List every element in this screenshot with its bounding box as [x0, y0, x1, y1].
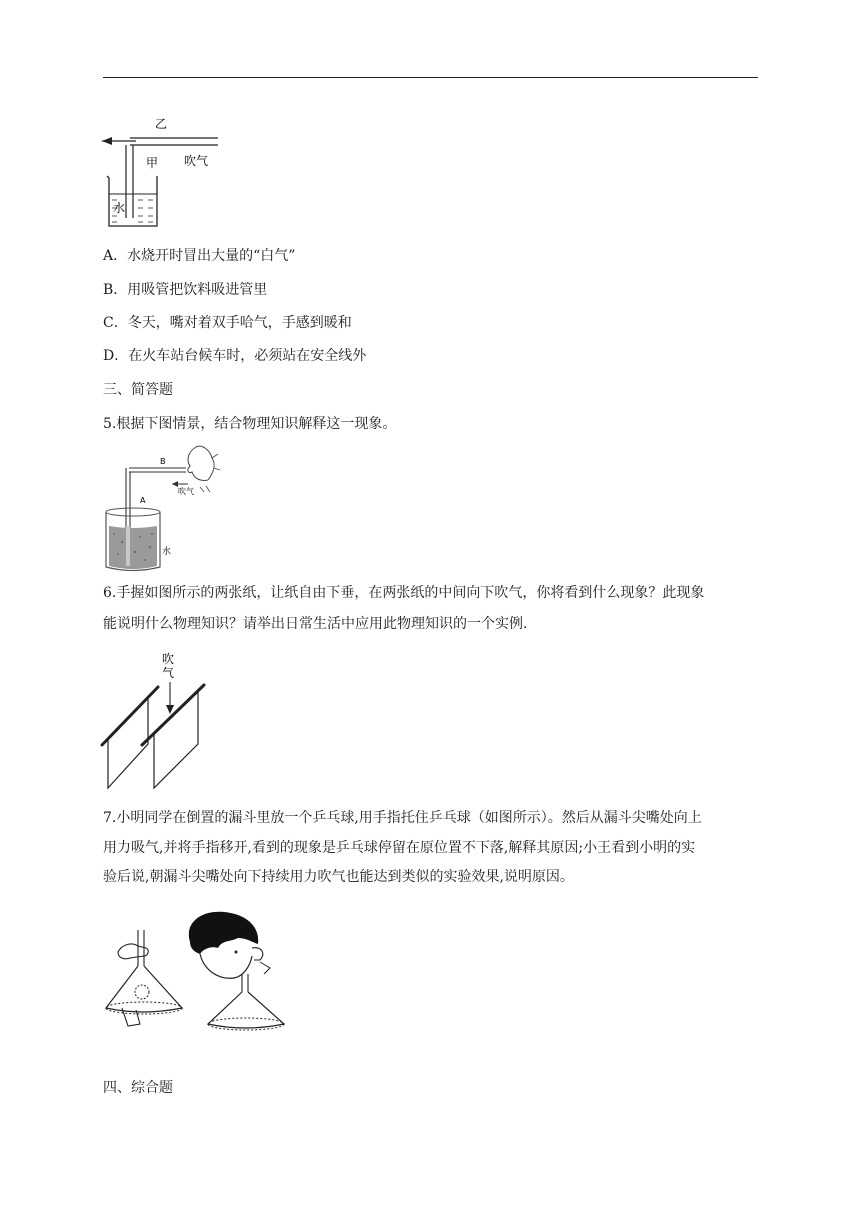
- label-a: A: [140, 496, 146, 505]
- question-7-line-3: 验后说,朝漏斗尖嘴处向下持续用力吹气也能达到类似的实验效果,说明原因。: [103, 869, 574, 885]
- label-blow-2: 气: [162, 666, 175, 680]
- label-b: B: [160, 457, 166, 466]
- label-jia: 甲: [146, 156, 159, 170]
- question-7-line-1: 7.小明同学在倒置的漏斗里放一个乒乓球,用手指托住乒乓球（如图所示）。然后从漏斗尖嘴处向上: [103, 810, 702, 826]
- question-6-line-2: 能说明什么物理知识？请举出日常生活中应用此物理知识的一个实例.: [103, 616, 528, 632]
- question-5-text: 5.根据下图情景，结合物理知识解释这一现象。: [103, 416, 397, 432]
- option-c: C．冬天，嘴对着双手哈气，手感到暖和: [103, 315, 352, 331]
- question-7-line-2: 用力吸气,并将手指移开,看到的现象是乒乓球停留在原位置不下落,解释其原因;小王看到小明的实: [103, 840, 696, 856]
- section-heading-comprehensive: 四、综合题: [103, 1080, 173, 1096]
- figure-tubes-beaker: [100, 112, 225, 232]
- option-d: D．在火车站台候车时，必须站在安全线外: [103, 348, 367, 364]
- question-6-line-1: 6.手握如图所示的两张纸，让纸自由下垂，在两张纸的中间向下吹气，你将看到什么现象？此现象: [103, 585, 705, 601]
- option-a: A．水烧开时冒出大量的“白气”: [103, 248, 296, 264]
- label-water: 水: [113, 201, 126, 215]
- header-rule: [103, 77, 758, 78]
- label-blow-1: 吹: [162, 652, 175, 666]
- option-b: B．用吸管把饮料吸进管里: [103, 282, 268, 298]
- label-water: 水: [162, 547, 172, 557]
- label-blow: 吹气: [178, 487, 194, 496]
- figure-q5-blowing: [100, 442, 230, 576]
- label-blow: 吹气: [184, 154, 209, 168]
- label-yi: 乙: [155, 117, 168, 131]
- figure-q6-papers: [100, 650, 215, 795]
- section-heading-short-answer: 三、简答题: [103, 382, 173, 398]
- figure-q7-funnel: [100, 908, 290, 1033]
